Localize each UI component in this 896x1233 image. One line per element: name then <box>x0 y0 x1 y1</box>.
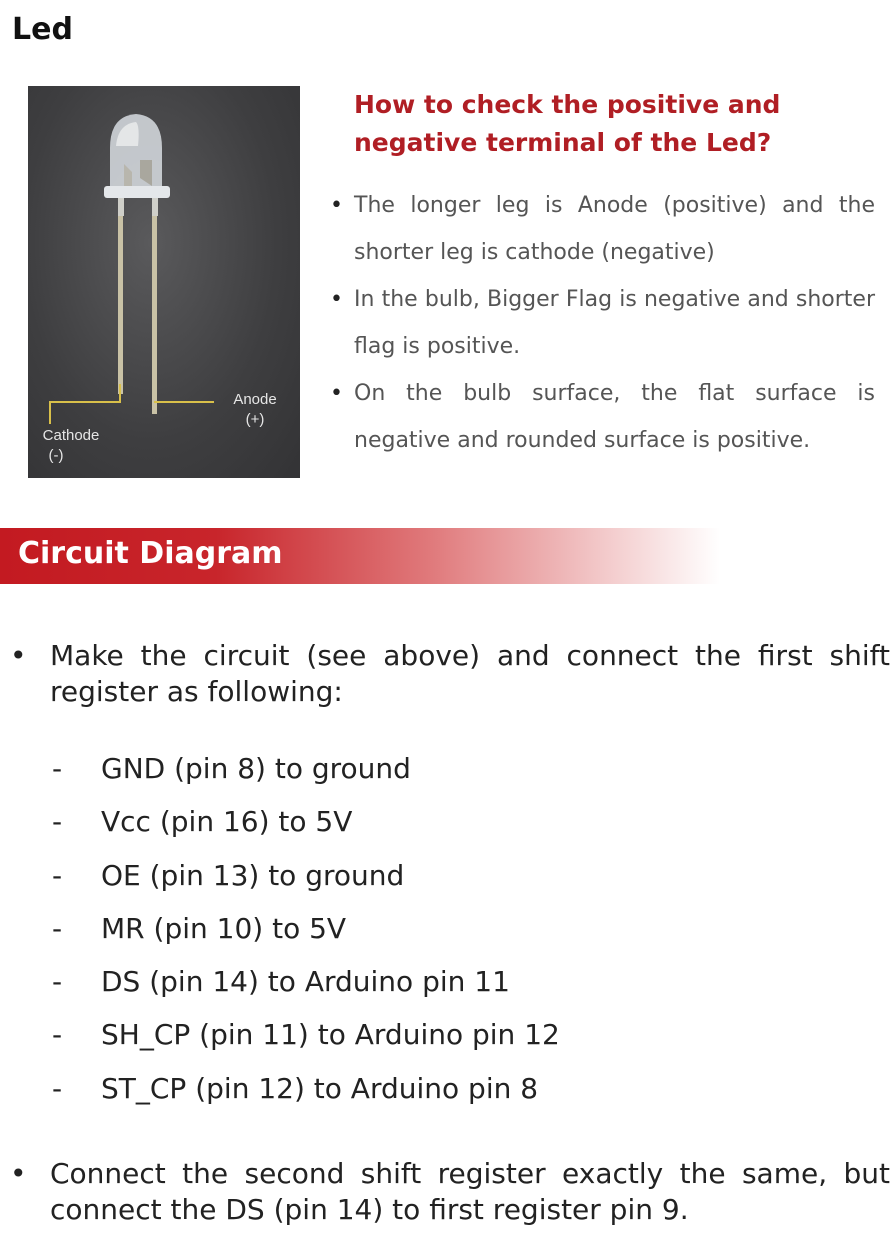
check-point <box>330 182 875 276</box>
connection-text: MR (pin 10) to 5V <box>101 911 347 945</box>
bullet-icon: • <box>10 1157 27 1190</box>
instruction-text: Make the circuit (see above) and connect the first shift register as following: <box>50 639 890 708</box>
connection-item <box>0 742 890 795</box>
check-point-text: On the bulb surface, the flat surface is negative and rounded surface is positive. <box>354 381 875 453</box>
bullet-icon: • <box>330 287 343 312</box>
connection-list <box>0 742 890 1115</box>
anode-label <box>220 390 290 430</box>
connection-text: GND (pin 8) to ground <box>101 752 411 785</box>
connection-item <box>0 795 890 848</box>
connection-text: Vcc (pin 16) to 5V <box>101 805 353 839</box>
dash-icon: - <box>52 1018 63 1052</box>
dash-icon: - <box>52 805 63 839</box>
connection-item <box>0 1062 890 1115</box>
connection-text: OE (pin 13) to ground <box>101 858 405 892</box>
anode-sign: (+) <box>245 411 265 428</box>
dash-icon: - <box>52 965 63 999</box>
dash-icon: - <box>52 1071 63 1105</box>
check-point-text: The longer leg is Anode (positive) and the shorter leg is cathode (negative) <box>354 193 875 265</box>
instruction-text: Connect the second shift register exactly the same, but connect the DS (pin 14) to first register pin 9. <box>50 1157 890 1226</box>
instruction-list <box>0 638 890 710</box>
dash-icon: - <box>52 752 63 785</box>
bullet-icon: • <box>330 193 343 218</box>
connection-item <box>0 849 890 902</box>
anode-text: Anode <box>233 391 277 408</box>
connection-text: DS (pin 14) to Arduino pin 11 <box>101 965 510 999</box>
dash-icon: - <box>52 858 63 892</box>
check-heading: How to check the positive and negative terminal of the Led? <box>354 90 781 157</box>
page-title: Led <box>12 12 73 47</box>
bullet-icon: • <box>330 381 343 406</box>
connection-item <box>0 902 890 955</box>
cathode-label <box>32 426 110 466</box>
check-list <box>330 182 875 464</box>
connection-text: SH_CP (pin 11) to Arduino pin 12 <box>101 1018 560 1052</box>
instruction-item <box>0 1156 890 1228</box>
check-point-text: In the bulb, Bigger Flag is negative and shorter flag is positive. <box>354 287 875 359</box>
dash-icon: - <box>52 911 63 945</box>
connection-item <box>0 955 890 1008</box>
section-title: Circuit Diagram <box>18 536 283 571</box>
check-point <box>330 276 875 370</box>
led-photo <box>28 86 300 478</box>
connection-item <box>0 1008 890 1061</box>
section-banner <box>0 528 720 584</box>
bullet-icon: • <box>10 639 27 672</box>
cathode-sign: (-) <box>48 447 64 464</box>
cathode-text: Cathode <box>42 427 100 444</box>
instruction-item <box>0 638 890 710</box>
check-point <box>330 370 875 464</box>
connection-text: ST_CP (pin 12) to Arduino pin 8 <box>101 1071 539 1105</box>
